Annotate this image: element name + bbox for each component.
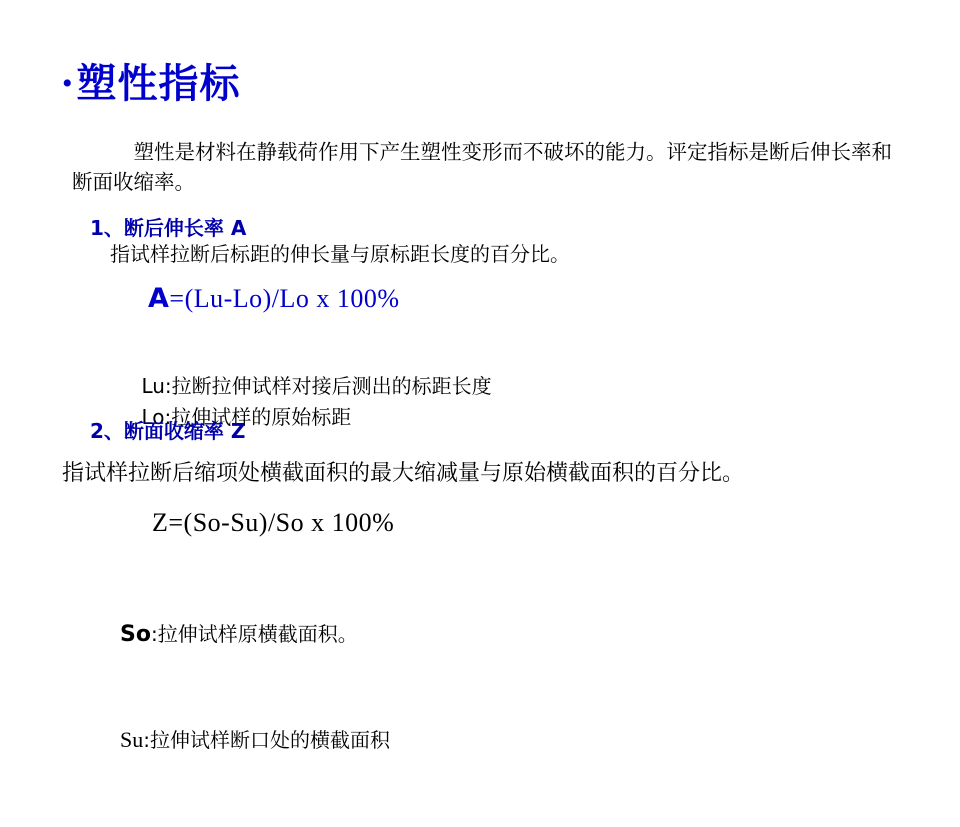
section-1-definitions bbox=[116, 340, 492, 464]
formula-reduction: Z=(So-Su)/So x 100% bbox=[152, 508, 395, 537]
formula-elongation bbox=[148, 283, 400, 314]
section-1-heading: 1、断后伸长率 A bbox=[90, 216, 247, 240]
bullet-icon: • bbox=[62, 67, 73, 100]
section-2-definitions bbox=[120, 548, 390, 827]
formula-elongation-expression: =(Lu-Lo)/Lo x 100% bbox=[169, 284, 400, 313]
section-2-heading: 2、断面收缩率 Z bbox=[90, 419, 246, 443]
definition-lo: Lo:拉伸试样的原始标距 bbox=[141, 405, 352, 429]
section-2-body: 指试样拉断后缩项处横截面积的最大缩减量与原始横截面积的百分比。 bbox=[62, 461, 745, 486]
definition-su bbox=[120, 721, 390, 758]
definition-lu: Lu:拉断拉伸试样对接后测出的标距长度 bbox=[141, 374, 492, 398]
definition-so bbox=[120, 616, 390, 653]
title-text: 塑性指标 bbox=[76, 61, 241, 107]
formula-elongation-symbol: A bbox=[148, 283, 170, 314]
section-1-body: 指试样拉断后标距的伸长量与原标距长度的百分比。 bbox=[110, 242, 570, 266]
definition-so-text: :拉伸试样原横截面积。 bbox=[150, 622, 358, 646]
page-title bbox=[62, 62, 241, 106]
definition-su-text: :拉伸试样断口处的横截面积 bbox=[143, 728, 390, 753]
intro-paragraph: 塑性是材料在静载荷作用下产生塑性变形而不破坏的能力。评定指标是断后伸长率和断面收缩率。 bbox=[72, 140, 892, 194]
symbol-su: Su bbox=[120, 727, 144, 753]
symbol-so: So bbox=[120, 622, 151, 647]
